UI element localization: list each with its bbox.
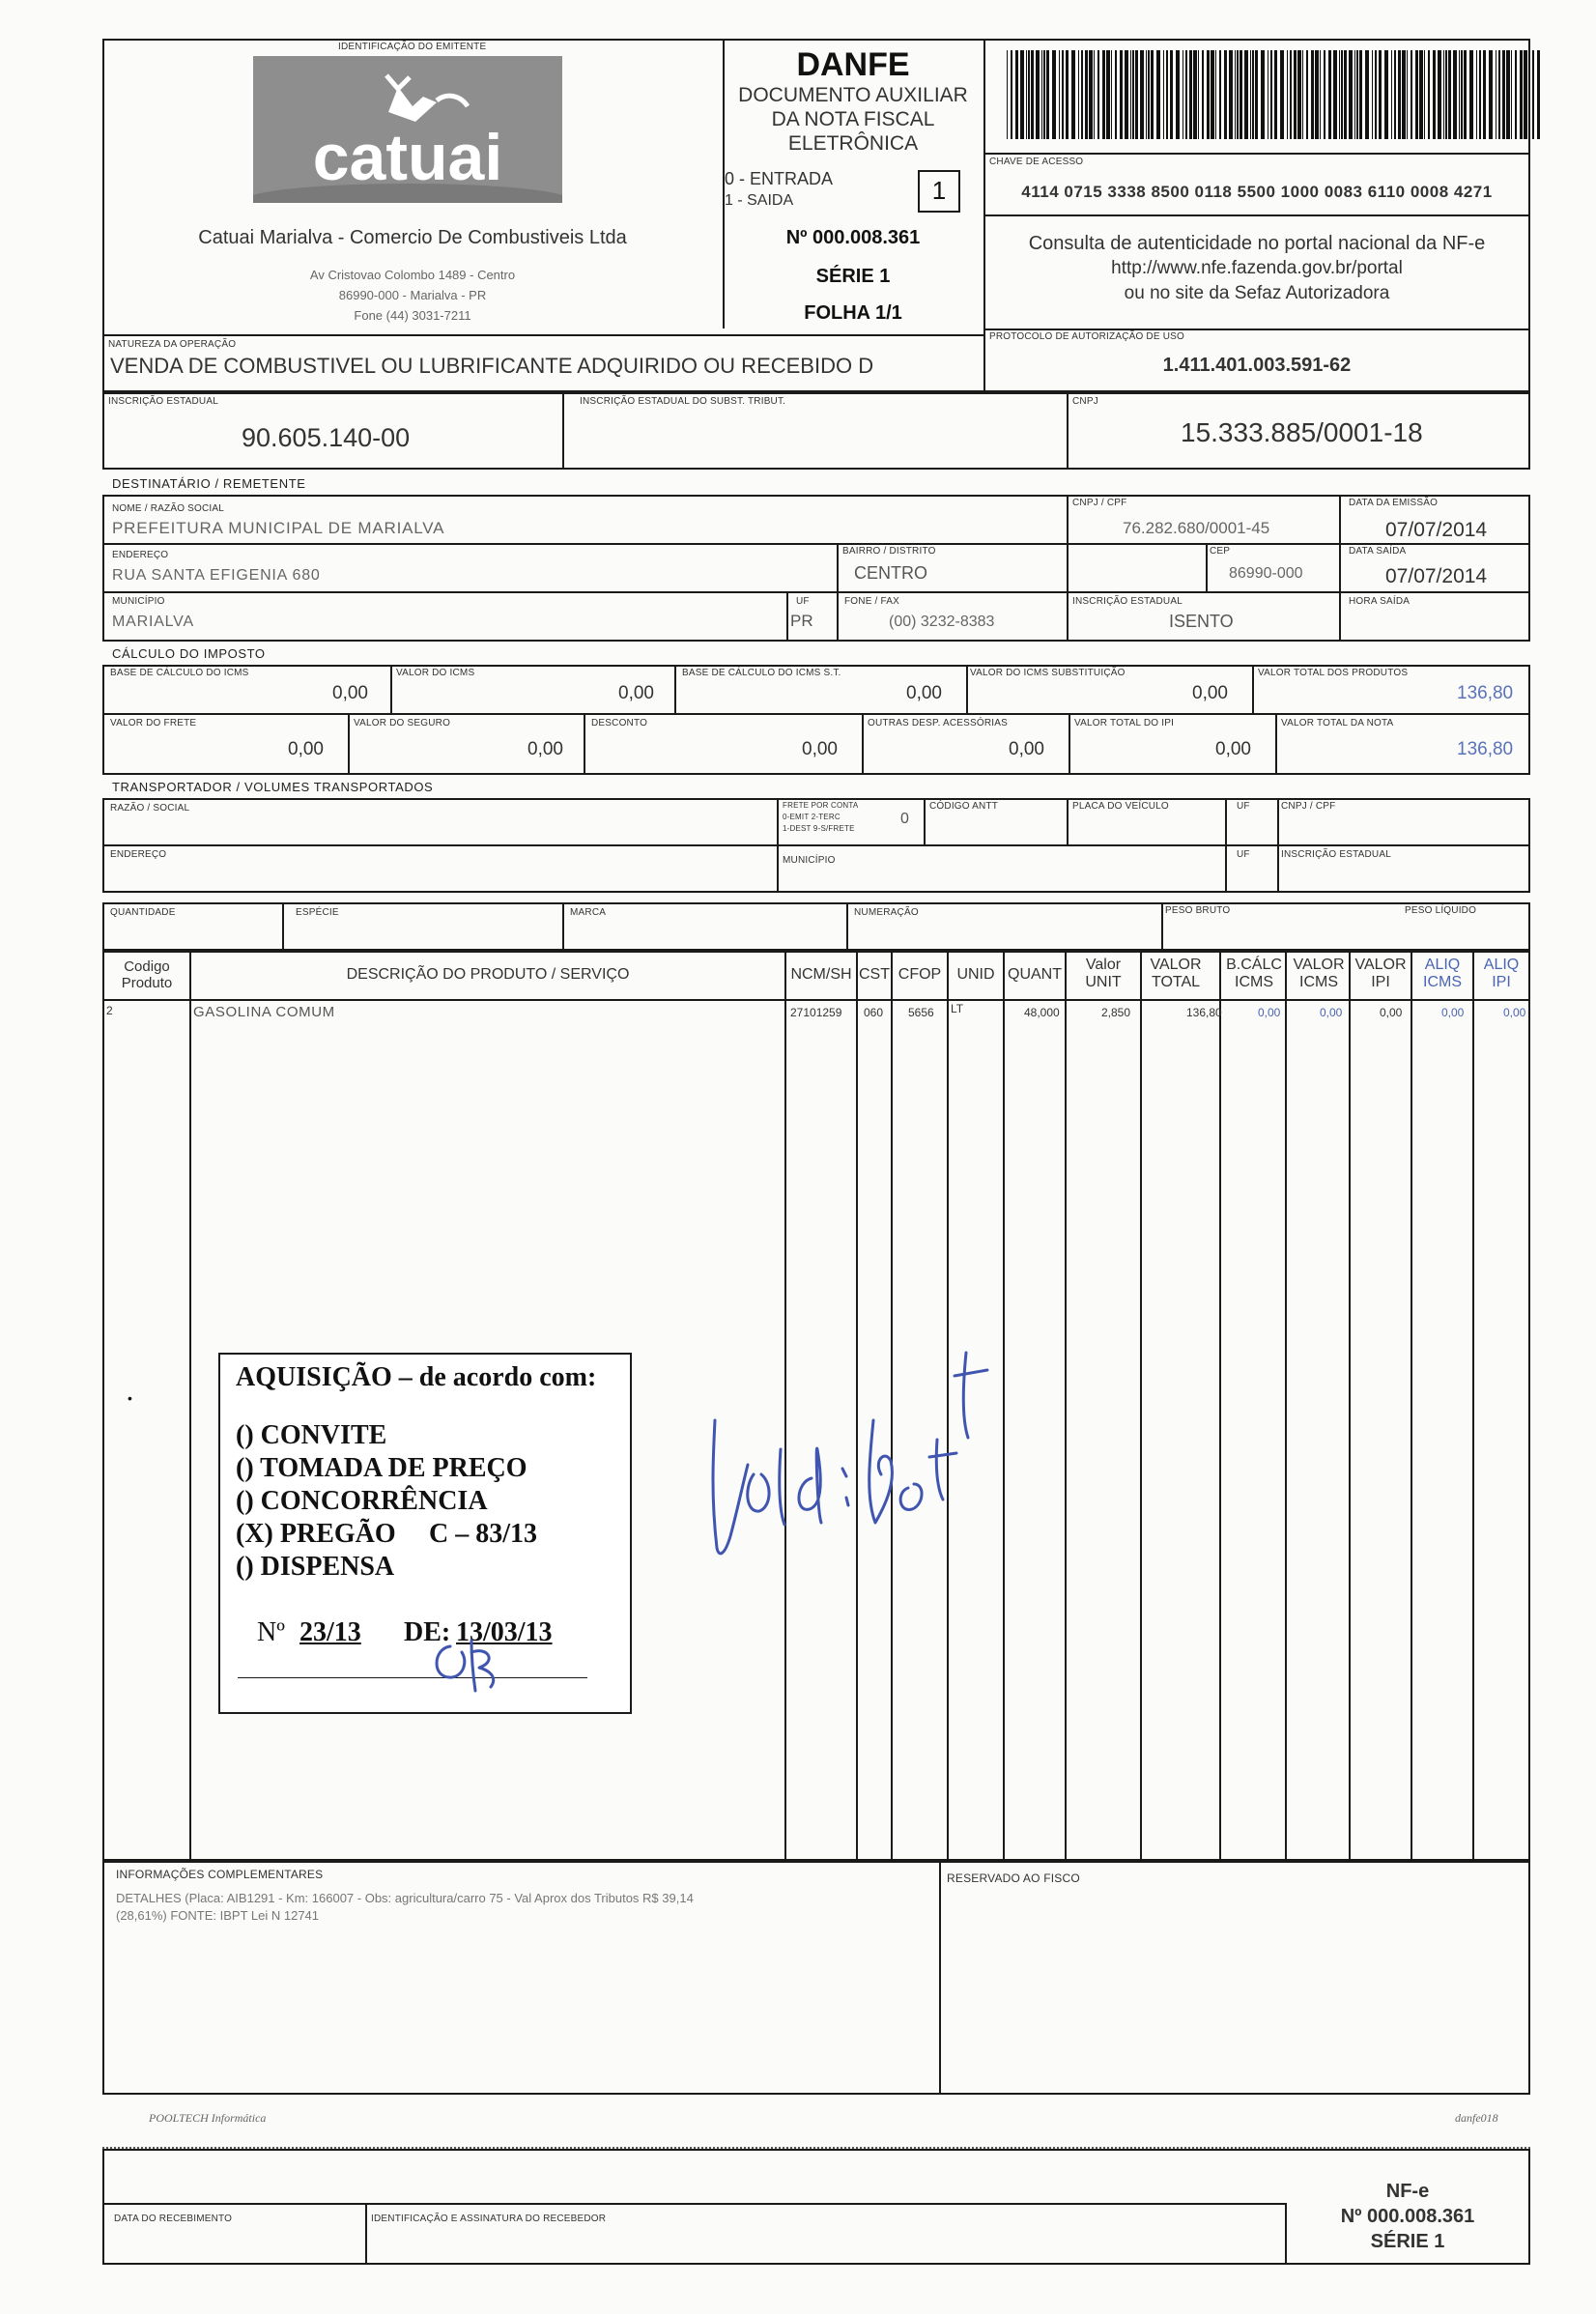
row-codigo: 2: [106, 1004, 113, 1017]
dest-saida: 07/07/2014: [1385, 565, 1488, 587]
danfe-subtitle2: DA NOTA FISCAL: [771, 108, 935, 130]
barcode-bar: [1448, 50, 1451, 139]
vol-numeracao-label: NUMERAÇÃO: [854, 907, 919, 918]
canhoto-nfe: NF-e: [1385, 2181, 1430, 2202]
barcode-bar: [1148, 50, 1150, 139]
barcode-bar: [1302, 50, 1303, 139]
row-cst: 060: [864, 1006, 884, 1019]
footer-left: POOLTECH Informática: [149, 2111, 267, 2125]
barcode-bar: [1007, 50, 1008, 139]
barcode-bar: [1211, 50, 1214, 139]
barcode-bar: [1240, 50, 1242, 139]
barcode-bar: [1020, 50, 1024, 139]
barcode-bar: [1428, 50, 1430, 139]
barcode-bar: [1244, 50, 1248, 139]
initials-mark: [415, 1623, 522, 1700]
outras-label: OUTRAS DESP. ACESSÓRIAS: [868, 718, 1009, 728]
total-nota-label: VALOR TOTAL DA NOTA: [1281, 718, 1394, 728]
transp-endereco-label: ENDEREÇO: [110, 849, 167, 860]
barcode-bar: [1089, 50, 1093, 139]
seguro-label: VALOR DO SEGURO: [354, 718, 451, 728]
transp-placa-label: PLACA DO VEÍCULO: [1072, 801, 1169, 812]
stamp-num: 23/13: [299, 1617, 361, 1647]
transp-frete-label2: 0-EMIT 2-TERC: [783, 813, 841, 821]
barcode-bar: [1528, 50, 1529, 139]
barcode-bar: [1287, 50, 1288, 139]
table-column-divider: [1411, 951, 1412, 1861]
barcode-bar: [1315, 50, 1319, 139]
transp-frete-value: 0: [900, 811, 909, 827]
row-descricao: GASOLINA COMUM: [193, 1004, 335, 1020]
barcode-bar: [1237, 50, 1239, 139]
barcode-bar: [1193, 50, 1197, 139]
danfe-entrada: 0 - ENTRADA: [725, 169, 834, 188]
table-column-divider: [1285, 951, 1287, 1861]
col-bcalc-icms: B.CÁLC ICMS: [1226, 957, 1282, 991]
cnpj-emit-value: 15.333.885/0001-18: [1181, 417, 1423, 447]
base-st-label: BASE DE CÁLCULO DO ICMS S.T.: [682, 668, 841, 678]
barcode-bar: [1453, 50, 1457, 139]
barcode-bar: [1224, 50, 1227, 139]
barcode-bar: [1365, 50, 1369, 139]
barcode-bar: [1333, 50, 1337, 139]
col-valor-unit: Valor UNIT: [1085, 957, 1122, 991]
info-line2: (28,61%) FONTE: IBPT Lei N 12741: [116, 1908, 320, 1923]
col-aliq-icms: ALIQ ICMS: [1423, 957, 1462, 991]
barcode-bar: [1290, 50, 1292, 139]
transportador-section: TRANSPORTADOR / VOLUMES TRANSPORTADOS: [112, 780, 434, 794]
ie-label: INSCRIÇÃO ESTADUAL: [108, 396, 218, 407]
row-bcalc: 0,00: [1258, 1006, 1281, 1019]
transp-uf2-label: UF: [1237, 849, 1250, 860]
valor-st-label: VALOR DO ICMS SUBSTITUIÇÃO: [970, 668, 1126, 678]
barcode-bar: [1402, 50, 1406, 139]
transp-cnpj-label: CNPJ / CPF: [1281, 801, 1336, 812]
dest-nome-label: NOME / RAZÃO SOCIAL: [112, 503, 225, 514]
barcode-bar: [1328, 50, 1331, 139]
canhoto-serie: SÉRIE 1: [1370, 2231, 1445, 2252]
barcode-bar: [1344, 50, 1347, 139]
barcode-bar: [1071, 50, 1075, 139]
info-label: INFORMAÇÕES COMPLEMENTARES: [116, 1868, 324, 1881]
col-quant: QUANT: [1008, 966, 1062, 983]
chave-value: 4114 0715 3338 8500 0118 5500 1000 0083 6110 0008 4271: [1021, 183, 1493, 201]
dest-ie: ISENTO: [1169, 612, 1234, 631]
dest-emissao: 07/07/2014: [1385, 519, 1488, 541]
stamp-pregao: (X) PREGÃO: [236, 1519, 396, 1549]
stamp-de: 13/03/13: [456, 1617, 553, 1647]
barcode-bar: [1294, 50, 1297, 139]
desconto-label: DESCONTO: [591, 718, 648, 728]
col-descricao: DESCRIÇÃO DO PRODUTO / SERVIÇO: [346, 966, 630, 983]
barcode-bar: [1537, 50, 1540, 139]
barcode-bar: [1215, 50, 1216, 139]
total-prod-label: VALOR TOTAL DOS PRODUTOS: [1258, 668, 1409, 678]
barcode-bar: [1375, 50, 1377, 139]
canhoto-ident-label: IDENTIFICAÇÃO E ASSINATURA DO RECEBEDOR: [371, 2214, 607, 2224]
canhoto-data-label: DATA DO RECEBIMENTO: [114, 2214, 233, 2224]
barcode-bar: [1229, 50, 1233, 139]
imposto-section: CÁLCULO DO IMPOSTO: [112, 646, 266, 661]
barcode-bar: [1046, 50, 1049, 139]
barcode-bar: [1151, 50, 1154, 139]
barcode-bar: [1036, 50, 1040, 139]
barcode-bar: [1489, 50, 1493, 139]
table-column-divider: [1140, 951, 1142, 1861]
emitente-name: Catuai Marialva - Comercio De Combustiveis Ltda: [198, 227, 627, 248]
barcode-bar: [1461, 50, 1463, 139]
dest-fone: (00) 3232-8383: [889, 614, 995, 630]
barcode-bar: [1261, 50, 1265, 139]
table-column-divider: [1349, 951, 1351, 1861]
barcode-bar: [1106, 50, 1110, 139]
barcode-bar: [1081, 50, 1083, 139]
margin-dot: •: [128, 1390, 132, 1406]
barcode-bar: [1066, 50, 1069, 139]
dest-saida-label: DATA SAÍDA: [1349, 546, 1407, 557]
stamp-title: AQUISIÇÃO – de acordo com:: [236, 1362, 597, 1392]
handwritten-signature: [676, 1295, 1024, 1585]
vol-especie-label: ESPÉCIE: [296, 907, 339, 918]
dest-uf-label: UF: [796, 596, 810, 607]
barcode-bar: [1524, 50, 1527, 139]
ie-st-label: INSCRIÇÃO ESTADUAL DO SUBST. TRIBUT.: [580, 396, 786, 407]
barcode-bar: [1170, 50, 1173, 139]
protocolo-value: 1.411.401.003.591-62: [1162, 355, 1352, 376]
barcode-bar: [1166, 50, 1168, 139]
barcode-bar: [1135, 50, 1138, 139]
barcode-bar: [1094, 50, 1095, 139]
barcode-bar: [1419, 50, 1423, 139]
stamp-num-prefix: Nº: [257, 1617, 285, 1647]
info-line1: DETALHES (Placa: AIB1291 - Km: 166007 - Obs: agricultura/carro 75 - Val Aprox dos Tributos R$ 39,14: [116, 1891, 694, 1905]
barcode-bar: [1235, 50, 1236, 139]
danfe-title: DANFE: [796, 46, 910, 83]
barcode-bar: [1341, 50, 1343, 139]
valor-st: 0,00: [1192, 683, 1228, 703]
dest-bairro-label: BAIRRO / DISTRITO: [842, 546, 936, 557]
transp-municipio-label: MUNICÍPIO: [783, 855, 836, 866]
row-valor-ipi: 0,00: [1380, 1006, 1403, 1019]
col-valor-icms: VALOR ICMS: [1293, 957, 1345, 991]
seguro: 0,00: [527, 739, 563, 759]
transp-antt-label: CÓDIGO ANTT: [929, 801, 999, 812]
col-cst: CST: [859, 966, 890, 983]
dest-uf: PR: [790, 612, 813, 630]
emitente-phone: Fone (44) 3031-7211: [354, 308, 471, 323]
base-icms: 0,00: [332, 683, 368, 703]
chave-label: CHAVE DE ACESSO: [989, 157, 1084, 167]
transp-frete-label3: 1-DEST 9-S/FRETE: [783, 824, 855, 833]
dest-nome: PREFEITURA MUNICIPAL DE MARIALVA: [112, 519, 445, 537]
cnpj-emit-label: CNPJ: [1072, 396, 1098, 407]
total-nota: 136,80: [1457, 739, 1514, 759]
barcode-bar: [1097, 50, 1099, 139]
barcode-bar: [1111, 50, 1112, 139]
base-icms-label: BASE DE CÁLCULO DO ICMS: [110, 668, 249, 678]
frete: 0,00: [288, 739, 324, 759]
barcode-bar: [1424, 50, 1425, 139]
table-column-divider: [1219, 951, 1221, 1861]
barcode-bar: [1438, 50, 1441, 139]
barcode-bar: [1252, 50, 1254, 139]
emitente-label: IDENTIFICAÇÃO DO EMITENTE: [338, 42, 487, 52]
barcode-bar: [1379, 50, 1382, 139]
vol-marca-label: MARCA: [570, 907, 607, 918]
barcode-bar: [1052, 50, 1056, 139]
barcode-bar: [1354, 50, 1355, 139]
footer-right: danfe018: [1455, 2111, 1498, 2125]
danfe-serie: SÉRIE 1: [815, 266, 891, 287]
consulta-line3: ou no site da Sefaz Autorizadora: [1124, 283, 1390, 303]
row-aliq-ipi: 0,00: [1503, 1006, 1526, 1019]
vol-peso-liq-label: PESO LÍQUIDO: [1405, 905, 1477, 916]
protocolo-label: PROTOCOLO DE AUTORIZAÇÃO DE USO: [989, 331, 1184, 342]
barcode-bar: [1274, 50, 1277, 139]
danfe-subtitle1: DOCUMENTO AUXILIAR: [738, 84, 968, 106]
transp-ie-label: INSCRIÇÃO ESTADUAL: [1281, 849, 1391, 860]
barcode-bar: [1031, 50, 1034, 139]
ipi: 0,00: [1215, 739, 1251, 759]
svg-text:catuai: catuai: [312, 121, 503, 194]
barcode-bar: [1202, 50, 1204, 139]
barcode-bar: [1469, 50, 1473, 139]
barcode-bar: [1372, 50, 1373, 139]
barcode-bar: [1189, 50, 1192, 139]
barcode-bar: [1219, 50, 1221, 139]
consulta-line1: Consulta de autenticidade no portal nacional da NF-e: [1028, 233, 1486, 254]
row-valor-total: 136,80: [1186, 1006, 1222, 1019]
barcode-bar: [1349, 50, 1353, 139]
fisco-label: RESERVADO AO FISCO: [947, 1871, 1080, 1885]
barcode-bar: [1163, 50, 1164, 139]
danfe-numero: Nº 000.008.361: [785, 227, 921, 248]
barcode-bar: [1407, 50, 1408, 139]
natureza-label: NATUREZA DA OPERAÇÃO: [108, 339, 237, 350]
barcode-bar: [1502, 50, 1505, 139]
dest-ie-label: INSCRIÇÃO ESTADUAL: [1072, 596, 1183, 607]
barcode-bar: [1356, 50, 1358, 139]
barcode-bar: [1132, 50, 1134, 139]
barcode-bar: [1511, 50, 1512, 139]
table-column-divider: [189, 951, 191, 1861]
barcode-bar: [1415, 50, 1418, 139]
barcode-bar: [1078, 50, 1079, 139]
stamp-de-prefix: DE:: [404, 1617, 451, 1647]
col-codigo: Codigo Produto: [121, 958, 173, 992]
consulta-line2: http://www.nfe.fazenda.gov.br/portal: [1111, 258, 1403, 278]
emitente-address1: Av Cristovao Colombo 1489 - Centro: [309, 268, 516, 282]
barcode-bar: [1270, 50, 1272, 139]
natureza-value: VENDA DE COMBUSTIVEL OU LUBRIFICANTE ADQUIRIDO OU RECEBIDO D: [110, 354, 874, 378]
barcode-bar: [1130, 50, 1131, 139]
col-valor-ipi: VALOR IPI: [1354, 957, 1407, 991]
row-valor-unit: 2,850: [1101, 1006, 1131, 1019]
barcode-bar: [1015, 50, 1018, 139]
dest-cnpj-label: CNPJ / CPF: [1072, 498, 1127, 508]
barcode-bar: [1411, 50, 1412, 139]
dest-cep: 86990-000: [1229, 565, 1303, 582]
barcode-bar: [1445, 50, 1447, 139]
barcode-bar: [1255, 50, 1258, 139]
stamp-convite: () CONVITE: [236, 1420, 387, 1450]
barcode-bar: [1028, 50, 1030, 139]
valor-icms-label: VALOR DO ICMS: [396, 668, 475, 678]
barcode: [1005, 50, 1542, 139]
base-st: 0,00: [906, 683, 942, 703]
barcode-bar: [1476, 50, 1477, 139]
danfe-subtitle3: ELETRÔNICA: [787, 132, 919, 155]
stamp-concorrencia: () CONCORRÊNCIA: [236, 1486, 488, 1516]
dest-cnpj: 76.282.680/0001-45: [1123, 519, 1270, 537]
table-column-divider: [1472, 951, 1474, 1861]
dest-municipio-label: MUNICÍPIO: [112, 596, 165, 607]
stamp-tomada: () TOMADA DE PREÇO: [236, 1453, 527, 1483]
vol-qtd-label: QUANTIDADE: [110, 907, 176, 918]
barcode-bar: [1280, 50, 1284, 139]
danfe-folha: FOLHA 1/1: [804, 302, 902, 324]
barcode-bar: [1043, 50, 1045, 139]
barcode-bar: [1515, 50, 1517, 139]
barcode-bar: [1324, 50, 1325, 139]
dest-cep-label: CEP: [1210, 546, 1231, 557]
barcode-bar: [1156, 50, 1160, 139]
barcode-bar: [1185, 50, 1187, 139]
barcode-bar: [1140, 50, 1144, 139]
dest-emissao-label: DATA DA EMISSÃO: [1349, 498, 1439, 508]
dest-hora-label: HORA SAÍDA: [1349, 596, 1411, 607]
barcode-bar: [1433, 50, 1436, 139]
ipi-label: VALOR TOTAL DO IPI: [1074, 718, 1175, 728]
barcode-bar: [1207, 50, 1210, 139]
danfe-tipo: 1: [931, 176, 947, 205]
barcode-bar: [1443, 50, 1444, 139]
row-aliq-icms: 0,00: [1441, 1006, 1465, 1019]
barcode-bar: [1384, 50, 1388, 139]
barcode-bar: [1391, 50, 1392, 139]
barcode-bar: [1115, 50, 1117, 139]
row-cfop: 5656: [908, 1006, 934, 1019]
barcode-bar: [1464, 50, 1467, 139]
barcode-bar: [1120, 50, 1123, 139]
dest-municipio: MARIALVA: [112, 614, 194, 630]
barcode-bar: [1085, 50, 1088, 139]
emitente-address2: 86990-000 - Marialva - PR: [338, 288, 487, 302]
ie-value: 90.605.140-00: [242, 423, 411, 452]
barcode-bar: [1339, 50, 1340, 139]
barcode-bar: [1011, 50, 1012, 139]
col-unid: UNID: [956, 966, 995, 983]
valor-icms: 0,00: [618, 683, 654, 703]
barcode-bar: [1483, 50, 1486, 139]
stamp-dispensa: () DISPENSA: [236, 1552, 395, 1582]
transp-frete-label1: FRETE POR CONTA: [783, 801, 859, 810]
barcode-bar: [1394, 50, 1396, 139]
barcode-bar: [1498, 50, 1500, 139]
transp-uf-label: UF: [1237, 801, 1250, 812]
row-unid: LT: [951, 1002, 964, 1015]
barcode-bar: [1102, 50, 1105, 139]
row-ncm: 27101259: [790, 1006, 842, 1019]
barcode-bar: [1520, 50, 1523, 139]
barcode-bar: [1306, 50, 1308, 139]
barcode-bar: [1059, 50, 1060, 139]
barcode-bar: [1041, 50, 1042, 139]
barcode-bar: [1026, 50, 1027, 139]
dest-endereco-label: ENDEREÇO: [112, 550, 169, 560]
col-cfop: CFOP: [898, 966, 942, 983]
vol-peso-bruto-label: PESO BRUTO: [1165, 905, 1231, 916]
barcode-bar: [1311, 50, 1314, 139]
col-aliq-ipi: ALIQ IPI: [1483, 957, 1520, 991]
table-column-divider: [1065, 951, 1067, 1861]
barcode-bar: [1125, 50, 1128, 139]
stamp-pregao-num: C – 83/13: [429, 1519, 537, 1549]
barcode-bar: [1250, 50, 1251, 139]
col-valor-total: VALOR TOTAL: [1150, 957, 1202, 991]
barcode-bar: [1198, 50, 1199, 139]
barcode-bar: [1320, 50, 1321, 139]
destinatario-section: DESTINATÁRIO / REMETENTE: [112, 476, 306, 491]
stamp-signature-line: [238, 1677, 587, 1678]
barcode-bar: [1398, 50, 1401, 139]
barcode-bar: [1479, 50, 1481, 139]
barcode-bar: [1062, 50, 1064, 139]
canhoto-numero: Nº 000.008.361: [1340, 2206, 1475, 2227]
col-ncm: NCM/SH: [790, 966, 852, 983]
dest-bairro: CENTRO: [854, 563, 927, 583]
outras: 0,00: [1009, 739, 1044, 759]
dest-fone-label: FONE / FAX: [844, 596, 900, 607]
row-quant: 48,000: [1024, 1006, 1060, 1019]
frete-label: VALOR DO FRETE: [110, 718, 197, 728]
barcode-bar: [1176, 50, 1180, 139]
row-valor-icms: 0,00: [1320, 1006, 1343, 1019]
barcode-bar: [1532, 50, 1534, 139]
dest-endereco: RUA SANTA EFIGENIA 680: [112, 567, 321, 584]
danfe-saida: 1 - SAIDA: [725, 192, 794, 209]
barcode-bar: [1359, 50, 1362, 139]
catuai-logo: [253, 56, 562, 203]
barcode-bar: [1506, 50, 1510, 139]
barcode-bar: [1297, 50, 1301, 139]
barcode-bar: [1146, 50, 1147, 139]
transp-razao-label: RAZÃO / SOCIAL: [110, 803, 190, 814]
desconto: 0,00: [802, 739, 838, 759]
total-prod: 136,80: [1457, 683, 1514, 703]
barcode-bar: [1459, 50, 1460, 139]
